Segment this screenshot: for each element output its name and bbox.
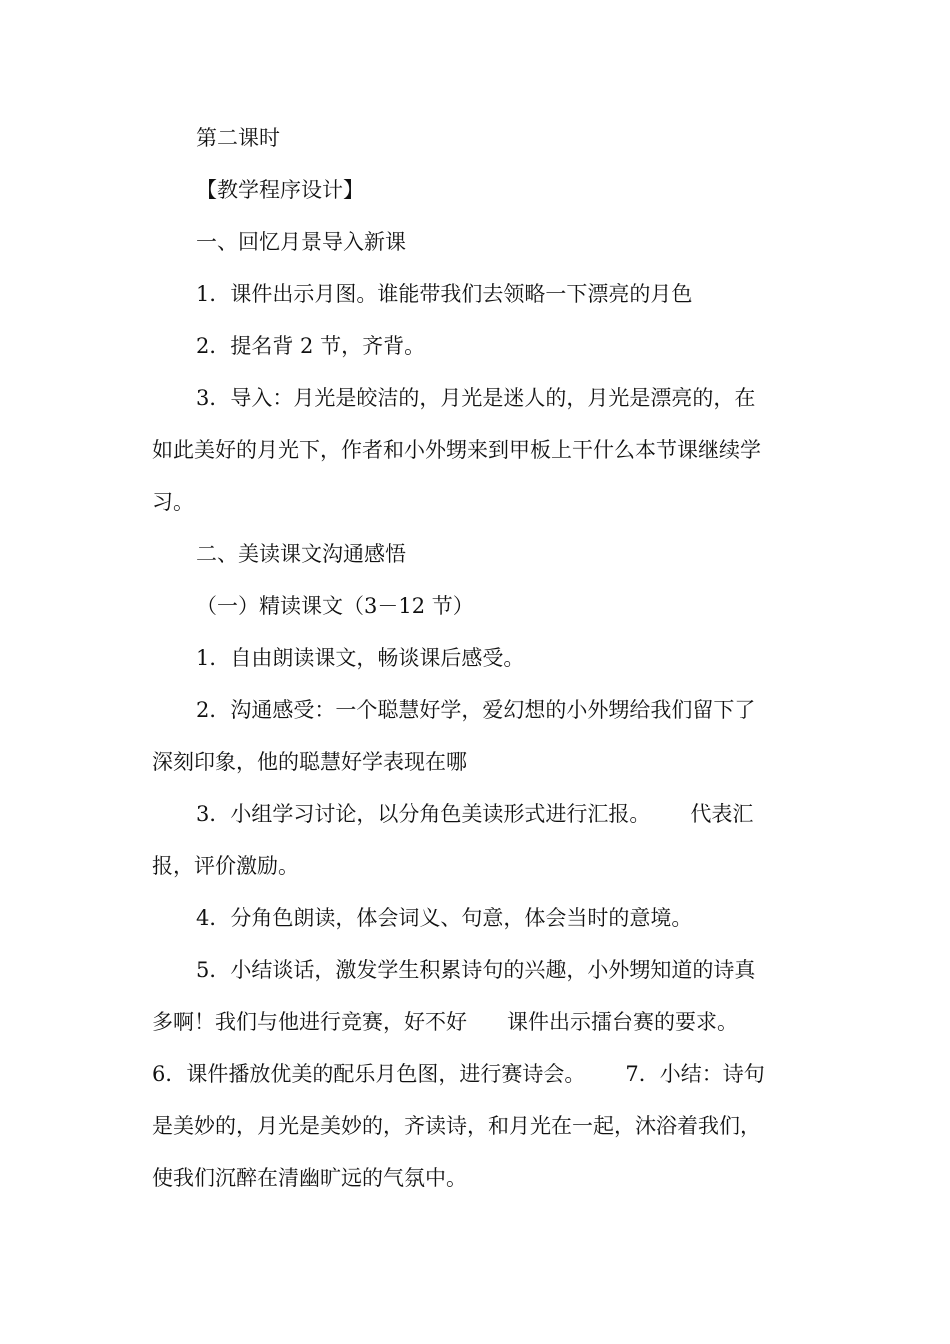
paragraph-line: 如此美好的月光下，作者和小外甥来到甲板上干什么本节课继续学 bbox=[152, 438, 761, 462]
paragraph-line: 报，评价激励。 bbox=[152, 854, 299, 878]
section-heading-1: 一、回忆月景导入新课 bbox=[196, 230, 406, 254]
paragraph-line: 2．沟通感受：一个聪慧好学，爱幻想的小外甥给我们留下了 bbox=[196, 698, 756, 722]
section-heading-teaching-design: 【教学程序设计】 bbox=[196, 178, 364, 202]
subsection-heading: （一）精读课文（3－12 节） bbox=[196, 594, 474, 618]
paragraph-line: 4．分角色朗读，体会词义、句意，体会当时的意境。 bbox=[196, 906, 693, 930]
paragraph-line: 使我们沉醉在清幽旷远的气氛中。 bbox=[152, 1166, 467, 1190]
paragraph-line: 习。 bbox=[152, 490, 194, 514]
paragraph-line: 深刻印象，他的聪慧好学表现在哪 bbox=[152, 750, 467, 774]
paragraph-line: 1．自由朗读课文，畅谈课后感受。 bbox=[196, 646, 525, 670]
paragraph-line: 多啊！我们与他进行竞赛，好不好 课件出示擂台赛的要求。 bbox=[152, 1010, 739, 1034]
paragraph-line: 1．课件出示月图。谁能带我们去领略一下漂亮的月色 bbox=[196, 282, 693, 306]
paragraph-line: 3．小组学习讨论，以分角色美读形式进行汇报。 代表汇 bbox=[196, 802, 754, 826]
section-heading-2: 二、美读课文沟通感悟 bbox=[196, 542, 406, 566]
paragraph-line: 5．小结谈话，激发学生积累诗句的兴趣，小外甥知道的诗真 bbox=[196, 958, 756, 982]
paragraph-line: 6．课件播放优美的配乐月色图，进行赛诗会。 7．小结：诗句 bbox=[152, 1062, 765, 1086]
document-page bbox=[152, 112, 802, 1204]
lesson-title: 第二课时 bbox=[196, 126, 280, 150]
paragraph-line: 2．提名背 2 节，齐背。 bbox=[196, 334, 426, 358]
paragraph-line: 是美妙的，月光是美妙的，齐读诗，和月光在一起，沐浴着我们， bbox=[152, 1114, 761, 1138]
paragraph-line: 3．导入：月光是皎洁的，月光是迷人的，月光是漂亮的，在 bbox=[196, 386, 756, 410]
